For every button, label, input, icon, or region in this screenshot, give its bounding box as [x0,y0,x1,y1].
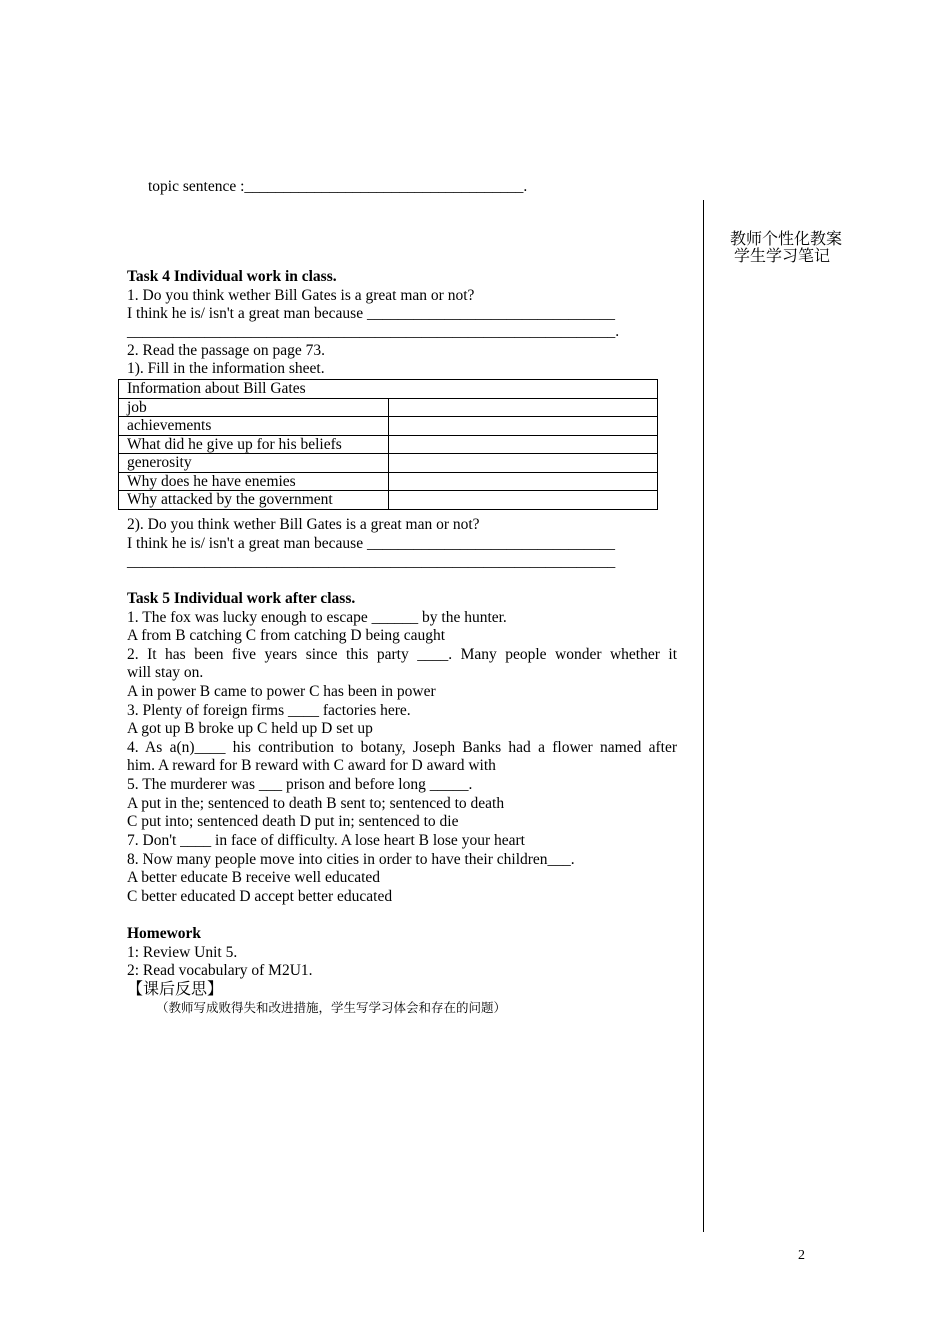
task5-line: 2. It has been five years since this party ____. Many people wonder whether it [127,646,677,663]
task4-q2: 2. Read the passage on page 73. [127,342,325,359]
homework-item: 2: Read vocabulary of M2U1. [127,962,313,979]
table-row [119,417,658,436]
task5-line: A put in the; sentenced to death B sent to; sentenced to death [127,795,505,812]
table-row [119,472,658,491]
table-answer-cell [389,417,658,436]
task4-title: Task 4 Individual work in class. [127,268,337,285]
table-answer-cell [389,454,658,473]
table-row-label: Why attacked by the government [119,491,389,510]
task4-q2-sub2: 2). Do you think wether Bill Gates is a great man or not? [127,516,480,533]
homework-title: Homework [127,925,202,942]
task5-line: C put into; sentenced death D put in; sentenced to die [127,813,459,830]
task5-line: A in power B came to power C has been in power [127,683,436,700]
table-row [119,454,658,473]
table-header: Information about Bill Gates [119,380,658,399]
margin-divider [703,200,704,1232]
table-row-label: generosity [119,454,389,473]
task5-line: C better educated D accept better educated [127,888,393,905]
sidebar-teacher-plan: 教师个性化教案 [730,229,843,248]
task5-title: Task 5 Individual work after class. [127,590,356,607]
reflection-title: 【课后反思】 [127,979,224,998]
task4-q2-sub1: 1). Fill in the information sheet. [127,360,325,377]
table-row-label: Why does he have enemies [119,472,389,491]
task4-q2-answer: I think he is/ isn't a great man because ________________________________ [127,535,615,552]
table-answer-cell [389,472,658,491]
table-row-label: What did he give up for his beliefs [119,435,389,454]
task5-line: 7. Don't ____ in face of difficulty. A lose heart B lose your heart [127,832,525,849]
task5-line: 8. Now many people move into cities in order to have their children___. [127,851,575,868]
task4-q1: 1. Do you think wether Bill Gates is a great man or not? [127,287,475,304]
task5-line: 4. As a(n)____ his contribution to botany, Joseph Banks had a flower named after [127,739,677,756]
topic-sentence: topic sentence :____________________________________. [148,178,528,195]
task5-line: 1. The fox was lucky enough to escape ______ by the hunter. [127,609,507,626]
table-row [119,435,658,454]
sidebar-student-notes: 学生学习笔记 [734,246,831,265]
task5-line: A got up B broke up C held up D set up [127,720,373,737]
task5-line: will stay on. [127,664,204,681]
task5-line: A from B catching C from catching D being caught [127,627,446,644]
table-answer-cell [389,491,658,510]
task5-line: him. A reward for B reward with C award for D award with [127,757,496,774]
task5-line: 3. Plenty of foreign firms ____ factories here. [127,702,411,719]
table-answer-cell [389,435,658,454]
table-row-label: job [119,398,389,417]
information-sheet-table [118,379,658,510]
table-answer-cell [389,398,658,417]
task4-q1-answer: I think he is/ isn't a great man because ________________________________ [127,305,615,322]
page-number: 2 [798,1248,805,1263]
table-header-row [119,380,658,399]
task4-q2-answer-line: _______________________________________________________________ [127,553,616,570]
reflection-note: （教师写成败得失和改进措施，学生写学习体会和存在的问题） [156,1000,507,1015]
task5-line: 5. The murderer was ___ prison and before long _____. [127,776,473,793]
task4-q1-answer-line: _______________________________________________________________. [127,323,620,340]
table-row-label: achievements [119,417,389,436]
task5-line: A better educate B receive well educated [127,869,381,886]
table-row [119,491,658,510]
table-row [119,398,658,417]
homework-item: 1: Review Unit 5. [127,944,238,961]
